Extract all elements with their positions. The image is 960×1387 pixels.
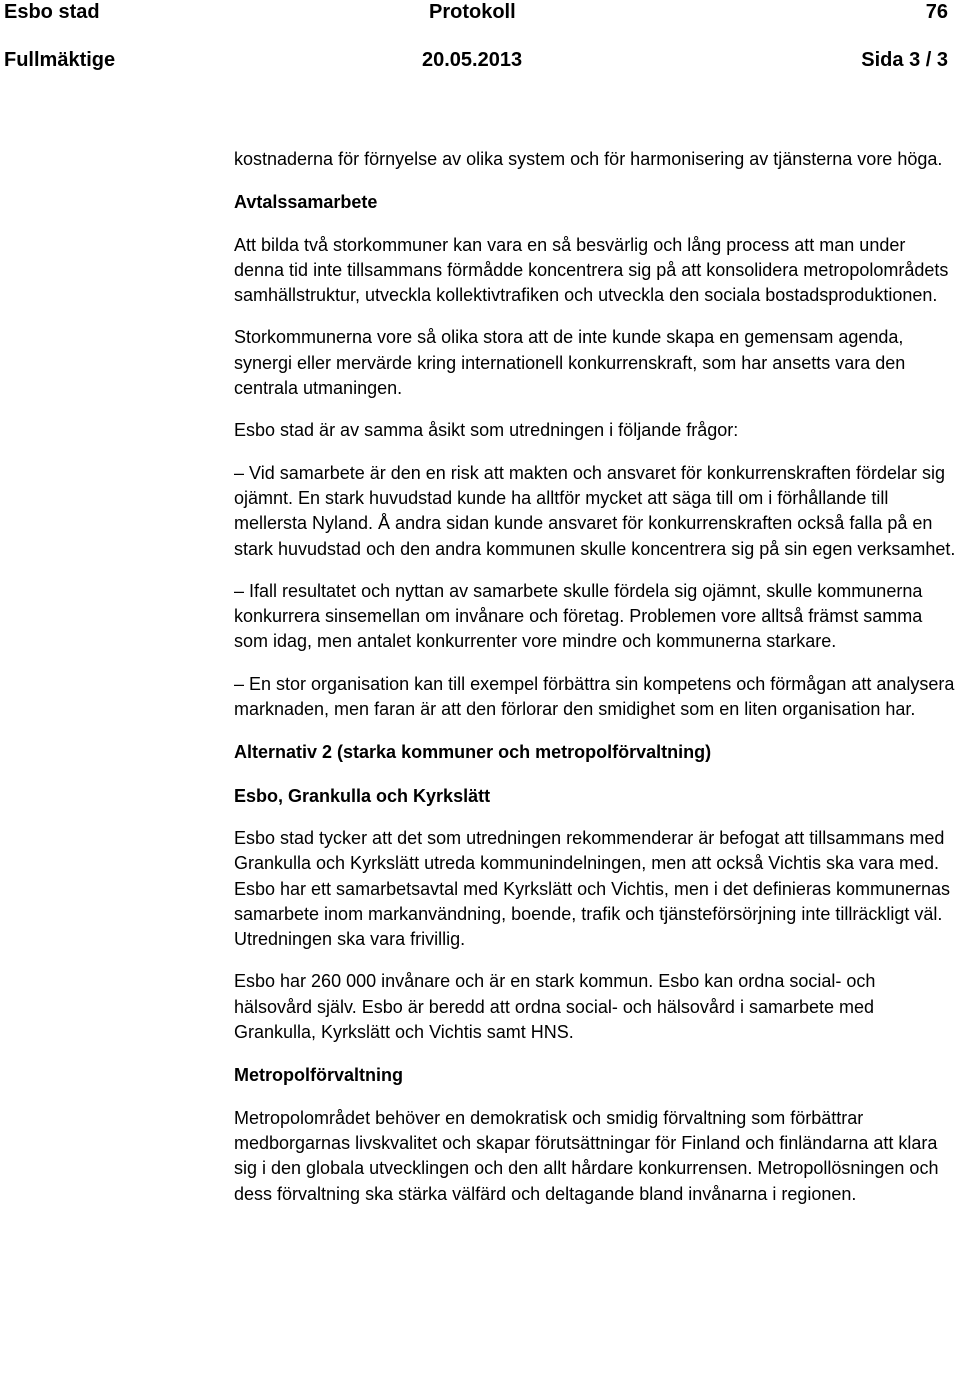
header-protocol-number: 76 — [925, 1, 948, 23]
section-heading-avtalssamarbete: Avtalssamarbete — [234, 192, 378, 213]
subsection-heading-metropolforvaltning: Metropolförvaltning — [234, 1065, 403, 1086]
paragraph: Esbo stad tycker att det som utredningen rekommenderar är befogat att tillsammans med Grankulla och Kyrkslätt utreda kommunindelningen, men att också Vichtis ska vara med. Esbo har ett samarbetsavtal med Kyrkslätt och Vichtis, men i det definieras kommunernas samarbete inom markanvändning, boende, trafik och tjänsteförsörjning inte tillräckligt väl. Utredningen ska vara frivillig. — [234, 827, 950, 950]
header-page-number: Sida 3 / 3 — [861, 49, 948, 71]
list-item: – Ifall resultatet och nyttan av samarbete skulle fördela sig ojämnt, skulle kommunerna konkurrera sinsemellan om invånare och företag. Problemen vore alltså främst samma som idag, men antalet konkurrenter vore mindre och kommunerna starkare. — [234, 580, 923, 652]
header-date: 20.05.2013 — [422, 49, 523, 71]
paragraph: kostnaderna för förnyelse av olika system och för harmonisering av tjänsterna vore höga. — [234, 149, 943, 169]
paragraph: Storkommunerna vore så olika stora att de inte kunde skapa en gemensam agenda, synergi eller mervärde kring internationell konkurrenskraft, som har ansetts vara den centrala utmaningen. — [234, 327, 906, 399]
header-document-type: Protokoll — [429, 1, 516, 23]
list-item: – En stor organisation kan till exempel förbättra sin kompetens och förmågan att analysera marknaden, men faran är att den förlorar den smidighet som en liten organisation har. — [234, 673, 955, 720]
paragraph: Metropolområdet behöver en demokratisk och smidig förvaltning som förbättrar medborgarnas livskvalitet och skapar förutsättningar för Finland och finländarna att klara sig i den globala utvecklingen och den allt hårdare konkurrensen. Metropollösningen och dess förvaltning ska stärka välfärd och deltagande bland invånarna i regionen. — [234, 1107, 939, 1204]
list-item: – Vid samarbete är den en risk att makten och ansvaret för konkurrenskraften fördelar sig ojämnt. En stark huvudstad kunde ha alltför mycket att säga till om i förhållande till mellersta Nyland. Å andra sidan kunde ansvaret för konkurrenskraften också falla på en stark huvudstad och den andra kommunen skulle koncentrera sig på sin egen verksamhet. — [234, 462, 956, 559]
paragraph: Att bilda två storkommuner kan vara en så besvärlig och lång process att man under denna tid inte tillsammans förmådde koncentrera sig på att konsolidera metropolområdets samhällstruktur, utveckla kollektivtrafiken och utveckla den sociala bostadsproduktionen. — [234, 234, 949, 306]
header-organization: Esbo stad — [4, 1, 100, 23]
paragraph: Esbo har 260 000 invånare och är en stark kommun. Esbo kan ordna social- och hälsovård själv. Esbo är beredd att ordna social- och hälsovård i samarbete med Grankulla, Kyrkslätt och Vichtis samt HNS. — [234, 971, 876, 1043]
paragraph: Esbo stad är av samma åsikt som utredningen i följande frågor: — [234, 420, 739, 441]
document-body — [234, 147, 956, 1207]
subsection-heading-esbo-grankulla-kyrkslatt: Esbo, Grankulla och Kyrkslätt — [234, 785, 491, 806]
header-body: Fullmäktige — [4, 49, 116, 71]
section-heading-alternativ-2: Alternativ 2 (starka kommuner och metropolförvaltning) — [234, 742, 712, 763]
